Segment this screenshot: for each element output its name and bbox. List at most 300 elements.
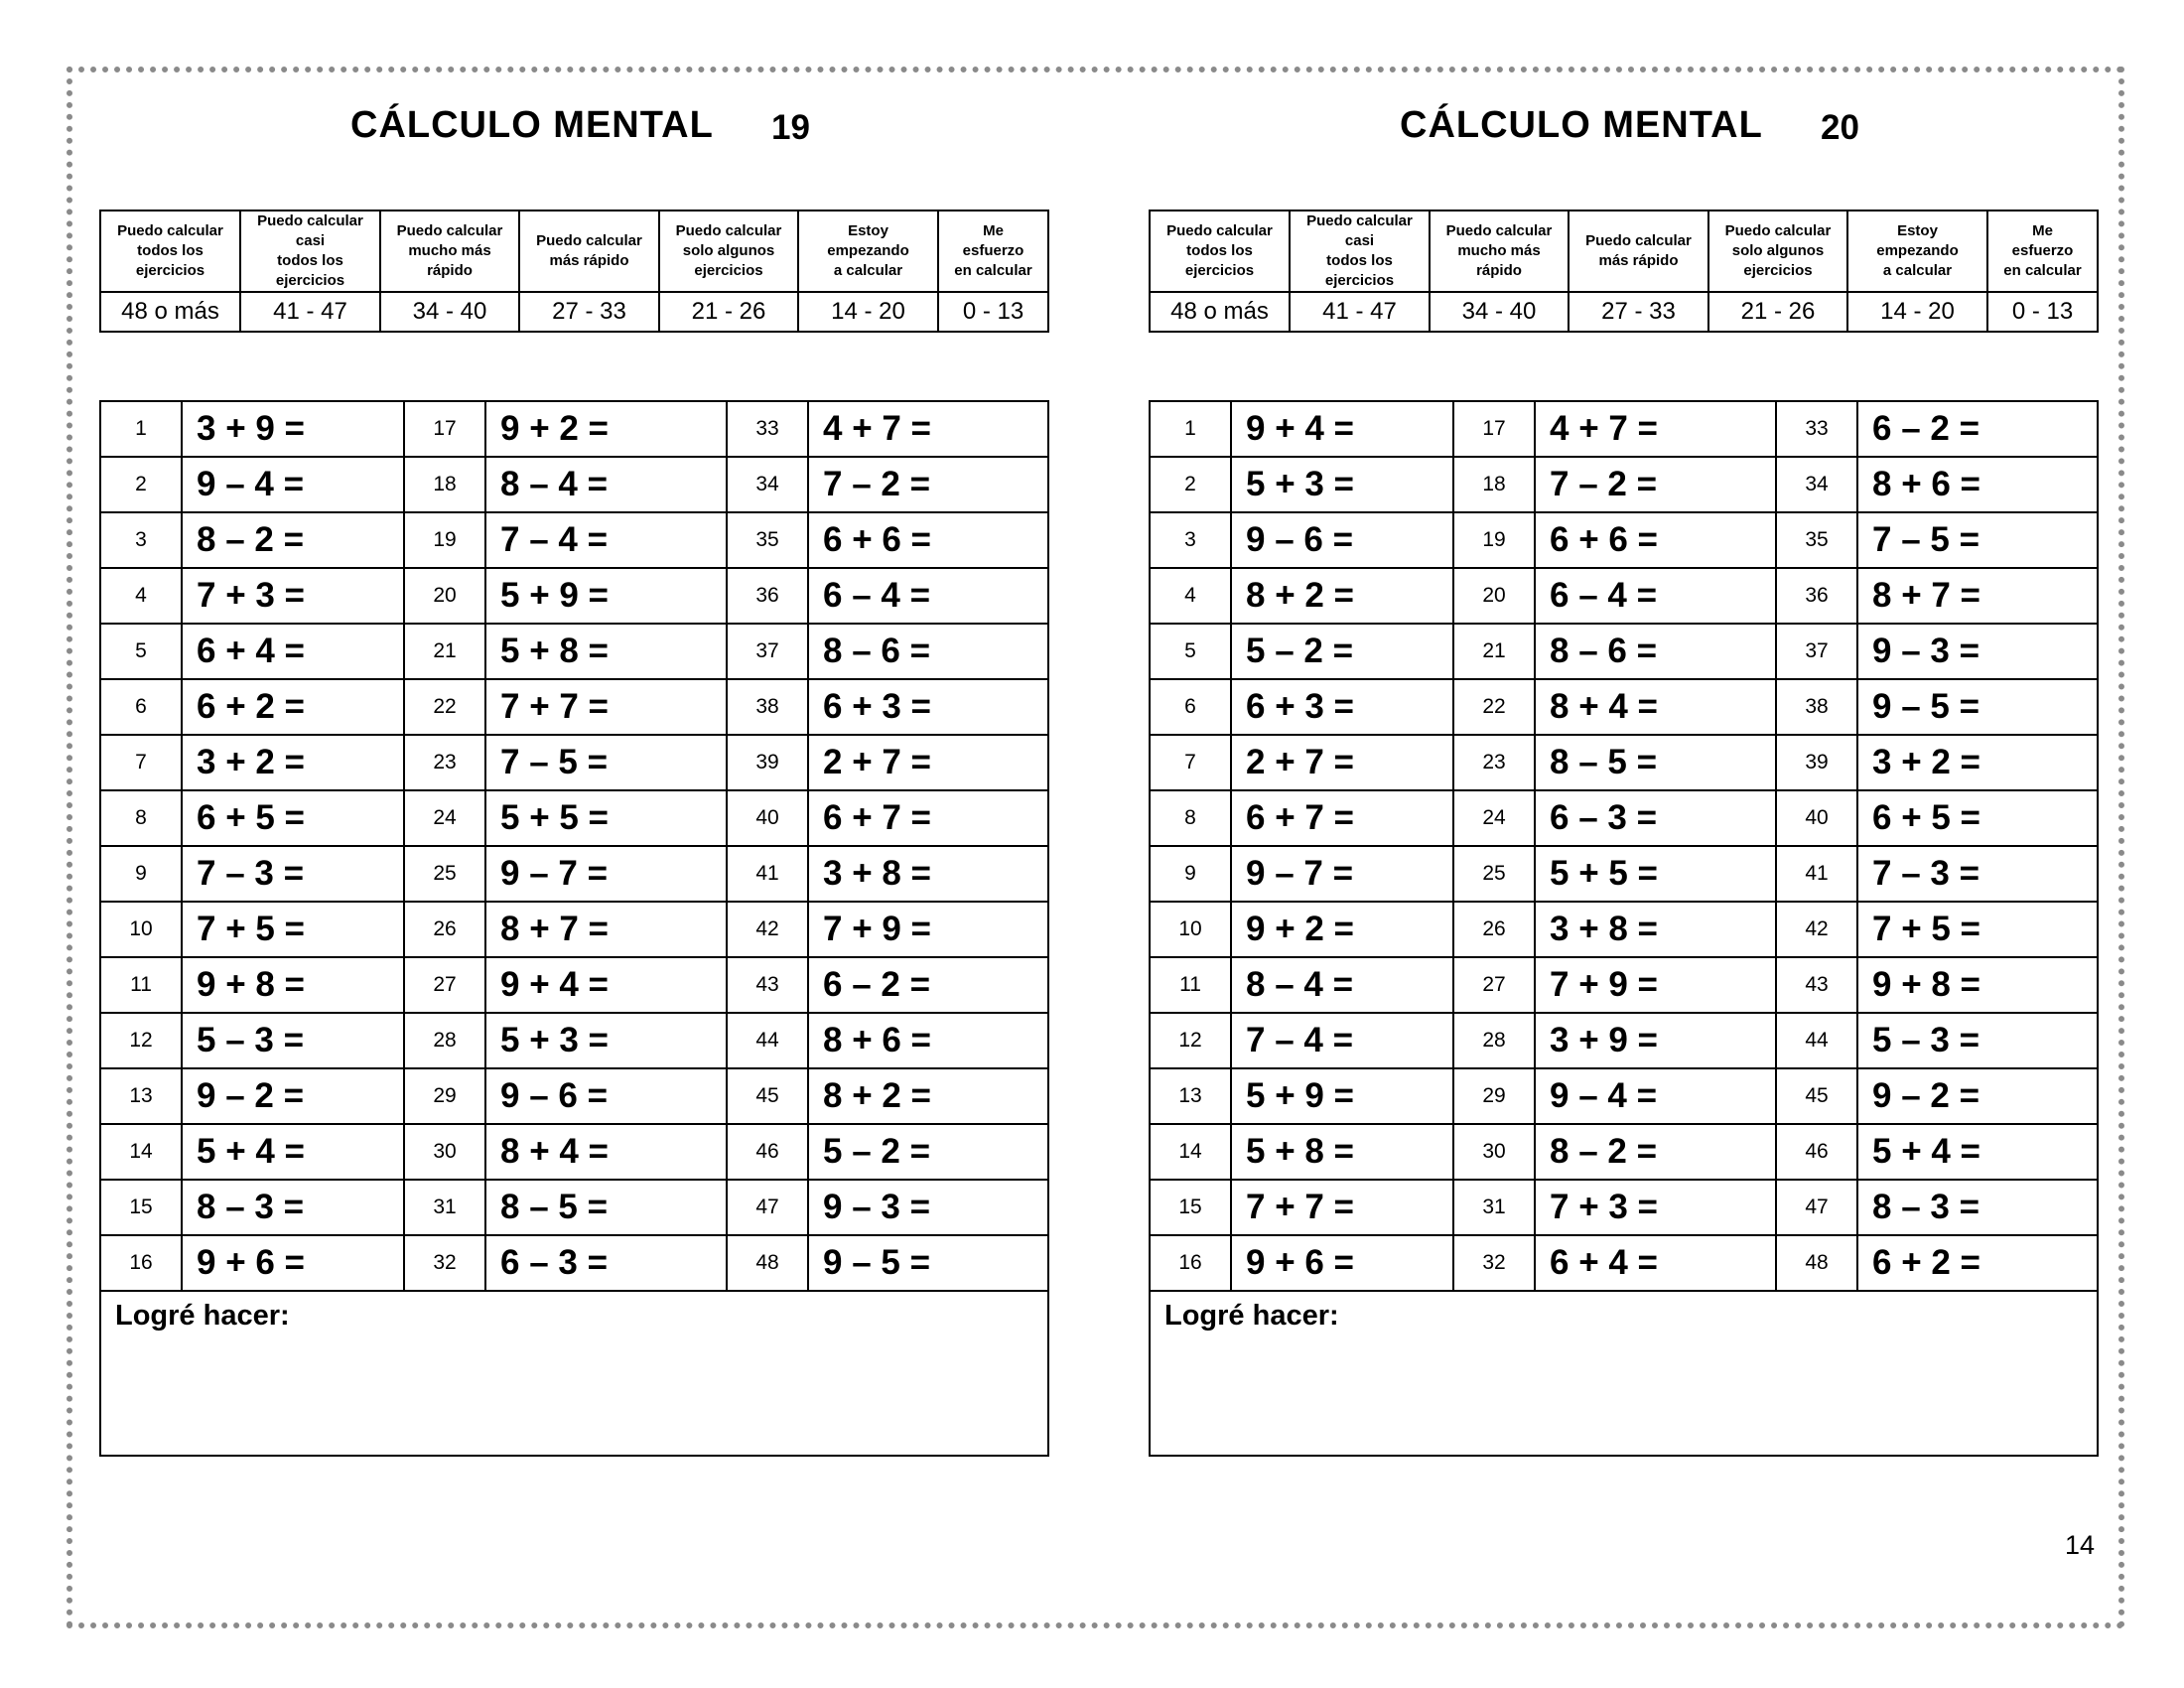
worksheet-header: [99, 104, 1047, 154]
exercise-row: [100, 512, 1048, 568]
exercise-operation: 8 – 2 =: [1535, 1124, 1776, 1180]
exercise-number: 13: [100, 1068, 182, 1124]
exercise-number: 47: [1776, 1180, 1857, 1235]
exercise-operation: 6 – 3 =: [485, 1235, 727, 1291]
exercise-operation: 9 – 2 =: [182, 1068, 404, 1124]
exercise-number: 1: [100, 401, 182, 457]
exercise-number: 28: [1453, 1013, 1535, 1068]
exercise-operation: 9 – 7 =: [485, 846, 727, 902]
score-range-cell: 41 - 47: [240, 292, 380, 332]
exercise-operation: 7 + 9 =: [808, 902, 1048, 957]
exercise-row: [100, 1235, 1048, 1291]
exercise-number: 35: [727, 512, 808, 568]
exercise-number: 34: [727, 457, 808, 512]
exercise-number: 36: [727, 568, 808, 624]
score-level-text: Me: [983, 222, 1004, 239]
exercise-number: 48: [1776, 1235, 1857, 1291]
score-level-cell: [1569, 211, 1708, 292]
exercise-number: 5: [1150, 624, 1231, 679]
score-level-text: rápido: [427, 262, 473, 279]
exercise-number: 4: [100, 568, 182, 624]
exercise-number: 23: [1453, 735, 1535, 790]
score-level-cell: [1708, 211, 1847, 292]
score-range-cell: 34 - 40: [380, 292, 519, 332]
worksheet-number: 20: [1821, 108, 1859, 147]
exercise-row: [100, 568, 1048, 624]
exercise-number: 15: [100, 1180, 182, 1235]
exercise-number: 25: [1453, 846, 1535, 902]
exercise-number: 24: [404, 790, 485, 846]
exercise-operation: 9 – 6 =: [1231, 512, 1453, 568]
exercise-number: 2: [100, 457, 182, 512]
exercise-number: 19: [404, 512, 485, 568]
exercise-number: 42: [1776, 902, 1857, 957]
exercise-operation: 9 + 4 =: [1231, 401, 1453, 457]
exercise-number: 19: [1453, 512, 1535, 568]
exercise-number: 45: [1776, 1068, 1857, 1124]
score-level-text: Estoy: [1897, 222, 1938, 239]
exercise-operation: 6 – 2 =: [808, 957, 1048, 1013]
exercise-operation: 9 + 8 =: [1857, 957, 2098, 1013]
exercise-operation: 8 – 5 =: [1535, 735, 1776, 790]
score-range-cell: 14 - 20: [1847, 292, 1987, 332]
exercise-operation: 8 – 3 =: [1857, 1180, 2098, 1235]
score-range-row: [1150, 292, 2098, 332]
exercise-operation: 8 + 2 =: [808, 1068, 1048, 1124]
exercise-operation: 6 + 2 =: [1857, 1235, 2098, 1291]
worksheet-header: [1149, 104, 2097, 154]
exercise-number: 41: [1776, 846, 1857, 902]
exercise-operation: 3 + 9 =: [182, 401, 404, 457]
exercise-operation: 6 + 7 =: [808, 790, 1048, 846]
exercise-operation: 8 + 7 =: [1857, 568, 2098, 624]
exercise-operation: 3 + 9 =: [1535, 1013, 1776, 1068]
exercise-operation: 4 + 7 =: [1535, 401, 1776, 457]
exercise-row: [1150, 1180, 2098, 1235]
exercise-operation: 7 – 5 =: [1857, 512, 2098, 568]
exercise-operation: 7 – 5 =: [485, 735, 727, 790]
score-level-text: Puedo calcular: [117, 222, 223, 239]
exercise-number: 14: [1150, 1124, 1231, 1180]
exercise-number: 10: [1150, 902, 1231, 957]
score-level-text: más rápido: [1598, 252, 1679, 269]
exercise-number: 8: [1150, 790, 1231, 846]
score-level-text: Puedo calcular: [1306, 212, 1413, 229]
exercise-operation: 9 – 7 =: [1231, 846, 1453, 902]
exercise-row: [1150, 679, 2098, 735]
result-box[interactable]: [100, 1291, 1048, 1456]
exercise-operation: 8 – 3 =: [182, 1180, 404, 1235]
exercise-operation: 3 + 2 =: [182, 735, 404, 790]
exercise-number: 38: [1776, 679, 1857, 735]
exercise-number: 11: [100, 957, 182, 1013]
exercise-operation: 7 + 9 =: [1535, 957, 1776, 1013]
score-level-row: [100, 211, 1048, 292]
exercise-operation: 5 – 2 =: [808, 1124, 1048, 1180]
exercise-operation: 6 + 5 =: [182, 790, 404, 846]
score-level-text: Puedo calcular: [536, 232, 642, 249]
exercise-number: 12: [100, 1013, 182, 1068]
exercise-row: [1150, 401, 2098, 457]
exercise-operation: 5 + 9 =: [1231, 1068, 1453, 1124]
exercise-row: [1150, 1124, 2098, 1180]
exercise-number: 32: [404, 1235, 485, 1291]
score-level-text: Puedo calcular: [1445, 222, 1553, 239]
exercise-row: [100, 679, 1048, 735]
exercise-operation: 9 – 4 =: [182, 457, 404, 512]
score-level-text: solo algunos: [1731, 242, 1825, 259]
score-level-text: ejercicios: [1184, 262, 1255, 279]
exercise-number: 44: [727, 1013, 808, 1068]
result-box[interactable]: [1150, 1291, 2098, 1456]
exercise-operation: 6 + 4 =: [182, 624, 404, 679]
exercise-number: 43: [1776, 957, 1857, 1013]
exercise-row: [1150, 1068, 2098, 1124]
exercise-number: 16: [100, 1235, 182, 1291]
exercise-number: 6: [100, 679, 182, 735]
exercise-operation: 5 – 2 =: [1231, 624, 1453, 679]
score-level-text: Puedo calcular: [1724, 222, 1832, 239]
exercise-row: [100, 846, 1048, 902]
score-range-cell: 0 - 13: [1987, 292, 2098, 332]
exercise-operation: 9 + 2 =: [485, 401, 727, 457]
exercise-number: 24: [1453, 790, 1535, 846]
worksheet-20: [1149, 0, 2097, 1509]
exercise-number: 17: [404, 401, 485, 457]
score-level-cell: [659, 211, 798, 292]
exercise-number: 46: [727, 1124, 808, 1180]
exercise-number: 39: [1776, 735, 1857, 790]
exercise-number: 20: [1453, 568, 1535, 624]
score-level-text: todos los: [277, 252, 343, 269]
score-level-cell: [798, 211, 938, 292]
exercise-row: [1150, 790, 2098, 846]
exercise-operation: 2 + 7 =: [808, 735, 1048, 790]
exercise-number: 25: [404, 846, 485, 902]
score-level-text: Puedo calcular: [1166, 222, 1273, 239]
exercise-number: 30: [1453, 1124, 1535, 1180]
exercise-operation: 5 + 8 =: [1231, 1124, 1453, 1180]
exercise-number: 16: [1150, 1235, 1231, 1291]
exercise-row: [1150, 624, 2098, 679]
exercise-number: 22: [1453, 679, 1535, 735]
exercise-number: 43: [727, 957, 808, 1013]
exercise-row: [100, 1124, 1048, 1180]
score-range-row: [100, 292, 1048, 332]
exercise-number: 12: [1150, 1013, 1231, 1068]
exercise-operation: 6 – 2 =: [1857, 401, 2098, 457]
score-level-text: a calcular: [1882, 262, 1953, 279]
exercise-number: 38: [727, 679, 808, 735]
exercise-number: 42: [727, 902, 808, 957]
score-level-text: todos los: [1326, 252, 1393, 269]
exercise-number: 34: [1776, 457, 1857, 512]
exercise-operation: 7 + 3 =: [182, 568, 404, 624]
score-level-cell: [938, 211, 1048, 292]
exercise-operation: 6 – 4 =: [1535, 568, 1776, 624]
exercise-number: 36: [1776, 568, 1857, 624]
exercise-operation: 7 – 3 =: [182, 846, 404, 902]
exercise-operation: 8 – 5 =: [485, 1180, 727, 1235]
exercise-operation: 6 + 4 =: [1535, 1235, 1776, 1291]
worksheet-number: 19: [771, 108, 810, 147]
result-row: [1150, 1291, 2098, 1456]
score-range-cell: 48 o más: [100, 292, 240, 332]
exercise-operation: 5 + 5 =: [1535, 846, 1776, 902]
exercise-operation: 6 + 2 =: [182, 679, 404, 735]
exercise-number: 3: [1150, 512, 1231, 568]
exercise-operation: 3 + 2 =: [1857, 735, 2098, 790]
exercise-number: 11: [1150, 957, 1231, 1013]
exercise-operation: 9 + 8 =: [182, 957, 404, 1013]
exercise-operation: 5 + 4 =: [1857, 1124, 2098, 1180]
exercise-row: [1150, 902, 2098, 957]
exercise-operation: 9 – 5 =: [1857, 679, 2098, 735]
score-level-cell: [380, 211, 519, 292]
exercise-operation: 6 + 6 =: [1535, 512, 1776, 568]
exercise-number: 20: [404, 568, 485, 624]
exercise-number: 9: [1150, 846, 1231, 902]
score-level-text: Puedo calcular: [396, 222, 503, 239]
exercise-operation: 8 – 6 =: [1535, 624, 1776, 679]
exercise-number: 32: [1453, 1235, 1535, 1291]
exercise-operation: 8 – 6 =: [808, 624, 1048, 679]
score-level-text: mucho más: [408, 242, 491, 259]
score-level-text: ejercicios: [135, 262, 205, 279]
score-level-text: ejercicios: [275, 272, 345, 289]
exercise-operation: 8 + 6 =: [1857, 457, 2098, 512]
score-range-cell: 21 - 26: [659, 292, 798, 332]
exercise-number: 33: [727, 401, 808, 457]
exercise-operation: 8 + 6 =: [808, 1013, 1048, 1068]
exercise-row: [1150, 568, 2098, 624]
exercise-number: 30: [404, 1124, 485, 1180]
exercise-number: 23: [404, 735, 485, 790]
score-level-cell: [1150, 211, 1290, 292]
exercise-operation: 2 + 7 =: [1231, 735, 1453, 790]
worksheet-title: CÁLCULO MENTAL: [350, 104, 714, 146]
exercise-number: 27: [404, 957, 485, 1013]
exercise-operation: 9 + 2 =: [1231, 902, 1453, 957]
exercise-operation: 6 + 7 =: [1231, 790, 1453, 846]
exercise-operation: 5 + 3 =: [1231, 457, 1453, 512]
exercise-operation: 8 – 4 =: [485, 457, 727, 512]
exercise-number: 26: [1453, 902, 1535, 957]
result-label: Logré hacer:: [115, 1300, 290, 1332]
exercise-number: 47: [727, 1180, 808, 1235]
score-range-cell: 21 - 26: [1708, 292, 1847, 332]
score-level-text: ejercicios: [694, 262, 763, 279]
exercise-operation: 8 + 7 =: [485, 902, 727, 957]
exercise-number: 27: [1453, 957, 1535, 1013]
result-row: [100, 1291, 1048, 1456]
exercise-number: 28: [404, 1013, 485, 1068]
exercise-operation: 7 – 4 =: [485, 512, 727, 568]
score-level-text: Me: [2032, 222, 2053, 239]
exercise-row: [1150, 735, 2098, 790]
exercise-operation: 9 – 3 =: [1857, 624, 2098, 679]
exercise-operation: 9 – 3 =: [808, 1180, 1048, 1235]
score-level-text: más rápido: [549, 252, 629, 269]
exercise-row: [1150, 512, 2098, 568]
score-level-cell: [1430, 211, 1569, 292]
score-level-text: empezando: [827, 242, 909, 259]
score-range-cell: 34 - 40: [1430, 292, 1569, 332]
exercise-number: 39: [727, 735, 808, 790]
exercise-operation: 9 + 4 =: [485, 957, 727, 1013]
exercise-operation: 7 – 3 =: [1857, 846, 2098, 902]
exercise-row: [100, 1013, 1048, 1068]
score-range-cell: 0 - 13: [938, 292, 1048, 332]
exercise-number: 35: [1776, 512, 1857, 568]
exercise-row: [100, 957, 1048, 1013]
exercise-number: 33: [1776, 401, 1857, 457]
score-level-cell: [1847, 211, 1987, 292]
exercise-number: 13: [1150, 1068, 1231, 1124]
exercise-operation: 4 + 7 =: [808, 401, 1048, 457]
exercise-number: 21: [404, 624, 485, 679]
score-level-cell: [100, 211, 240, 292]
exercise-row: [100, 735, 1048, 790]
exercise-number: 41: [727, 846, 808, 902]
exercise-number: 3: [100, 512, 182, 568]
score-level-text: todos los: [1186, 242, 1253, 259]
score-level-text: casi: [1344, 232, 1375, 249]
score-level-text: en calcular: [2003, 262, 2082, 279]
exercise-operation: 8 + 2 =: [1231, 568, 1453, 624]
exercise-operation: 8 – 4 =: [1231, 957, 1453, 1013]
exercise-operation: 6 + 3 =: [808, 679, 1048, 735]
score-level-row: [1150, 211, 2098, 292]
exercise-number: 18: [1453, 457, 1535, 512]
score-level-text: esfuerzo: [2011, 242, 2074, 259]
exercise-operation: 3 + 8 =: [1535, 902, 1776, 957]
exercise-operation: 5 + 8 =: [485, 624, 727, 679]
exercise-operation: 8 + 4 =: [1535, 679, 1776, 735]
result-label: Logré hacer:: [1164, 1300, 1339, 1332]
exercise-row: [1150, 957, 2098, 1013]
worksheet-19: [99, 0, 1047, 1509]
score-level-text: mucho más: [1457, 242, 1541, 259]
score-level-text: esfuerzo: [962, 242, 1024, 259]
exercise-operation: 7 – 2 =: [1535, 457, 1776, 512]
exercise-number: 31: [404, 1180, 485, 1235]
exercise-row: [100, 1180, 1048, 1235]
exercise-operation: 3 + 8 =: [808, 846, 1048, 902]
score-level-cell: [240, 211, 380, 292]
exercise-operation: 9 + 6 =: [1231, 1235, 1453, 1291]
exercise-operation: 6 + 6 =: [808, 512, 1048, 568]
exercise-number: 26: [404, 902, 485, 957]
exercise-number: 4: [1150, 568, 1231, 624]
exercise-number: 8: [100, 790, 182, 846]
exercise-number: 37: [1776, 624, 1857, 679]
exercise-table: [99, 400, 1049, 1457]
score-scale-table: [99, 210, 1049, 333]
exercise-operation: 5 + 3 =: [485, 1013, 727, 1068]
exercise-operation: 6 + 5 =: [1857, 790, 2098, 846]
exercise-number: 46: [1776, 1124, 1857, 1180]
exercise-number: 10: [100, 902, 182, 957]
score-level-text: a calcular: [833, 262, 903, 279]
exercise-number: 5: [100, 624, 182, 679]
exercise-table: [1149, 400, 2099, 1457]
exercise-operation: 5 + 5 =: [485, 790, 727, 846]
exercise-number: 21: [1453, 624, 1535, 679]
exercise-number: 48: [727, 1235, 808, 1291]
exercise-number: 14: [100, 1124, 182, 1180]
exercise-operation: 9 + 6 =: [182, 1235, 404, 1291]
score-range-cell: 48 o más: [1150, 292, 1290, 332]
exercise-number: 40: [1776, 790, 1857, 846]
exercise-operation: 5 – 3 =: [182, 1013, 404, 1068]
exercise-operation: 7 + 3 =: [1535, 1180, 1776, 1235]
exercise-operation: 5 + 4 =: [182, 1124, 404, 1180]
exercise-row: [100, 624, 1048, 679]
exercise-number: 15: [1150, 1180, 1231, 1235]
exercise-row: [100, 902, 1048, 957]
score-level-text: Puedo calcular: [675, 222, 782, 239]
exercise-number: 22: [404, 679, 485, 735]
exercise-operation: 6 – 4 =: [808, 568, 1048, 624]
score-range-cell: 27 - 33: [1569, 292, 1708, 332]
exercise-operation: 9 – 6 =: [485, 1068, 727, 1124]
score-level-text: ejercicios: [1324, 272, 1395, 289]
score-level-text: rápido: [1476, 262, 1522, 279]
exercise-operation: 5 – 3 =: [1857, 1013, 2098, 1068]
score-level-text: todos los: [137, 242, 204, 259]
exercise-number: 45: [727, 1068, 808, 1124]
exercise-number: 37: [727, 624, 808, 679]
exercise-number: 31: [1453, 1180, 1535, 1235]
exercise-operation: 7 + 7 =: [485, 679, 727, 735]
exercise-row: [1150, 1235, 2098, 1291]
score-scale-table: [1149, 210, 2099, 333]
score-level-text: casi: [295, 232, 326, 249]
score-level-text: Puedo calcular: [1585, 232, 1692, 249]
exercise-number: 40: [727, 790, 808, 846]
exercise-row: [100, 401, 1048, 457]
score-level-cell: [519, 211, 659, 292]
score-level-cell: [1987, 211, 2098, 292]
exercise-operation: 7 + 7 =: [1231, 1180, 1453, 1235]
exercise-operation: 9 – 2 =: [1857, 1068, 2098, 1124]
exercise-operation: 8 + 4 =: [485, 1124, 727, 1180]
exercise-row: [100, 457, 1048, 512]
score-level-text: Estoy: [848, 222, 888, 239]
exercise-number: 9: [100, 846, 182, 902]
score-level-text: empezando: [1876, 242, 1959, 259]
exercise-row: [100, 1068, 1048, 1124]
exercise-number: 17: [1453, 401, 1535, 457]
exercise-number: 18: [404, 457, 485, 512]
exercise-row: [1150, 457, 2098, 512]
exercise-number: 1: [1150, 401, 1231, 457]
exercise-operation: 8 – 2 =: [182, 512, 404, 568]
exercise-number: 6: [1150, 679, 1231, 735]
score-level-text: Puedo calcular: [257, 212, 363, 229]
exercise-row: [100, 790, 1048, 846]
exercise-number: 7: [1150, 735, 1231, 790]
score-level-text: ejercicios: [1743, 262, 1813, 279]
exercise-number: 29: [404, 1068, 485, 1124]
exercise-operation: 7 + 5 =: [182, 902, 404, 957]
score-level-text: solo algunos: [682, 242, 775, 259]
exercise-number: 7: [100, 735, 182, 790]
exercise-number: 29: [1453, 1068, 1535, 1124]
exercise-row: [1150, 1013, 2098, 1068]
score-level-cell: [1290, 211, 1430, 292]
